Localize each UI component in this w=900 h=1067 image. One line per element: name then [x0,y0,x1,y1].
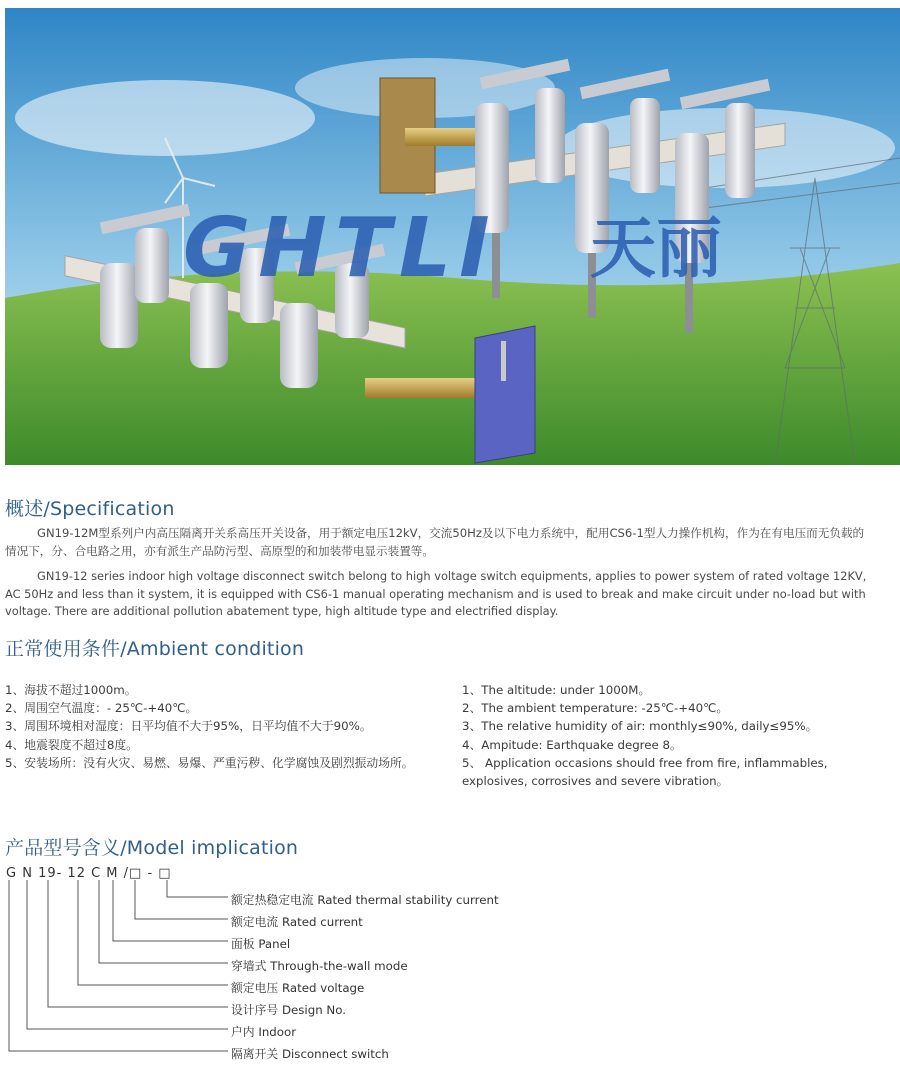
ambient-en-item: 5、 Application occasions should free from fire, inflammables, explosives, corrosives and severe vibration。 [462,755,828,789]
logo-cn: 天丽 [590,210,722,287]
model-label-indoor: 户内 Indoor [231,1025,297,1039]
spec-title: 概述/Specification [5,498,175,520]
ambient-cn-item: 5、安装场所：没有火灾、易燃、易爆、严重污秽、化学腐蚀及剧烈振动场所。 [5,755,414,770]
model-label-through-wall: 穿墙式 Through-the-wall mode [231,959,408,973]
hero-product-photo [5,8,900,465]
ambient-cn-item: 1、海拔不超过1000m。 [5,683,137,697]
ambient-list-cn [5,681,450,772]
ambient-en-item: 3、The relative humidity of air: monthly≤90%, daily≤95%。 [462,719,818,734]
spec-para-cn [5,524,873,560]
spec-para-en [5,568,873,621]
brand-logo [183,201,722,296]
ambient-en-item: 4、Ampitude: Earthquake degree 8。 [462,737,682,752]
ambient-list-en [462,681,874,790]
ambient-cn-item: 4、地震裂度不超过8度。 [5,737,138,752]
logo-latin: GHTLI [183,201,498,296]
model-label-panel: 面板 Panel [231,937,291,951]
spec-para-en-text: GN19-12 series indoor high voltage disconnect switch belong to high voltage switch equipments, applies to power system of rated voltage 12KV, AC 50Hz and less than it system, it is equipped with CS6-1 manual operating mechanism and is used to break and make circuit under no-load but with voltage. There are additional pollution abatement type, high altitude type and electrified display. [5,569,867,618]
ambient-title: 正常使用条件/Ambient condition [5,638,305,660]
model-connector-lines [0,860,240,1065]
model-label-current: 额定电流 Rated current [231,915,363,929]
product-illustration [5,8,900,465]
ambient-en-item: 2、The ambient temperature: -25℃-+40℃。 [462,701,729,716]
model-label-voltage: 额定电压 Rated voltage [231,981,365,995]
ambient-en-item: 1、The altitude: under 1000M。 [462,683,651,697]
ambient-cn-item: 3、周围环境相对湿度：日平均值不大于95%，日平均值不大于90%。 [5,719,372,734]
spec-para-cn-text: GN19-12M型系列户内高压隔离开关系高压开关设备，用于额定电压12kV，交流50Hz及以下电力系统中，配用CS6-1型人力操作机构，作为在有电压而无负载的情况下，分、合电路之用，亦有派生产品防污型、高原型的和加装带电显示装置等。 [5,526,865,558]
model-title: 产品型号含义/Model implication [5,837,299,859]
model-label-thermal: 额定热稳定电流 Rated thermal stability current [231,893,499,907]
ambient-cn-item: 2、周围空气温度：- 25℃-+40℃。 [5,701,198,716]
model-label-disconnect: 隔离开关 Disconnect switch [231,1047,389,1061]
model-label-design-no: 设计序号 Design No. [231,1003,347,1017]
model-code: G N 19- 12 C M /□ - □ [6,866,172,881]
